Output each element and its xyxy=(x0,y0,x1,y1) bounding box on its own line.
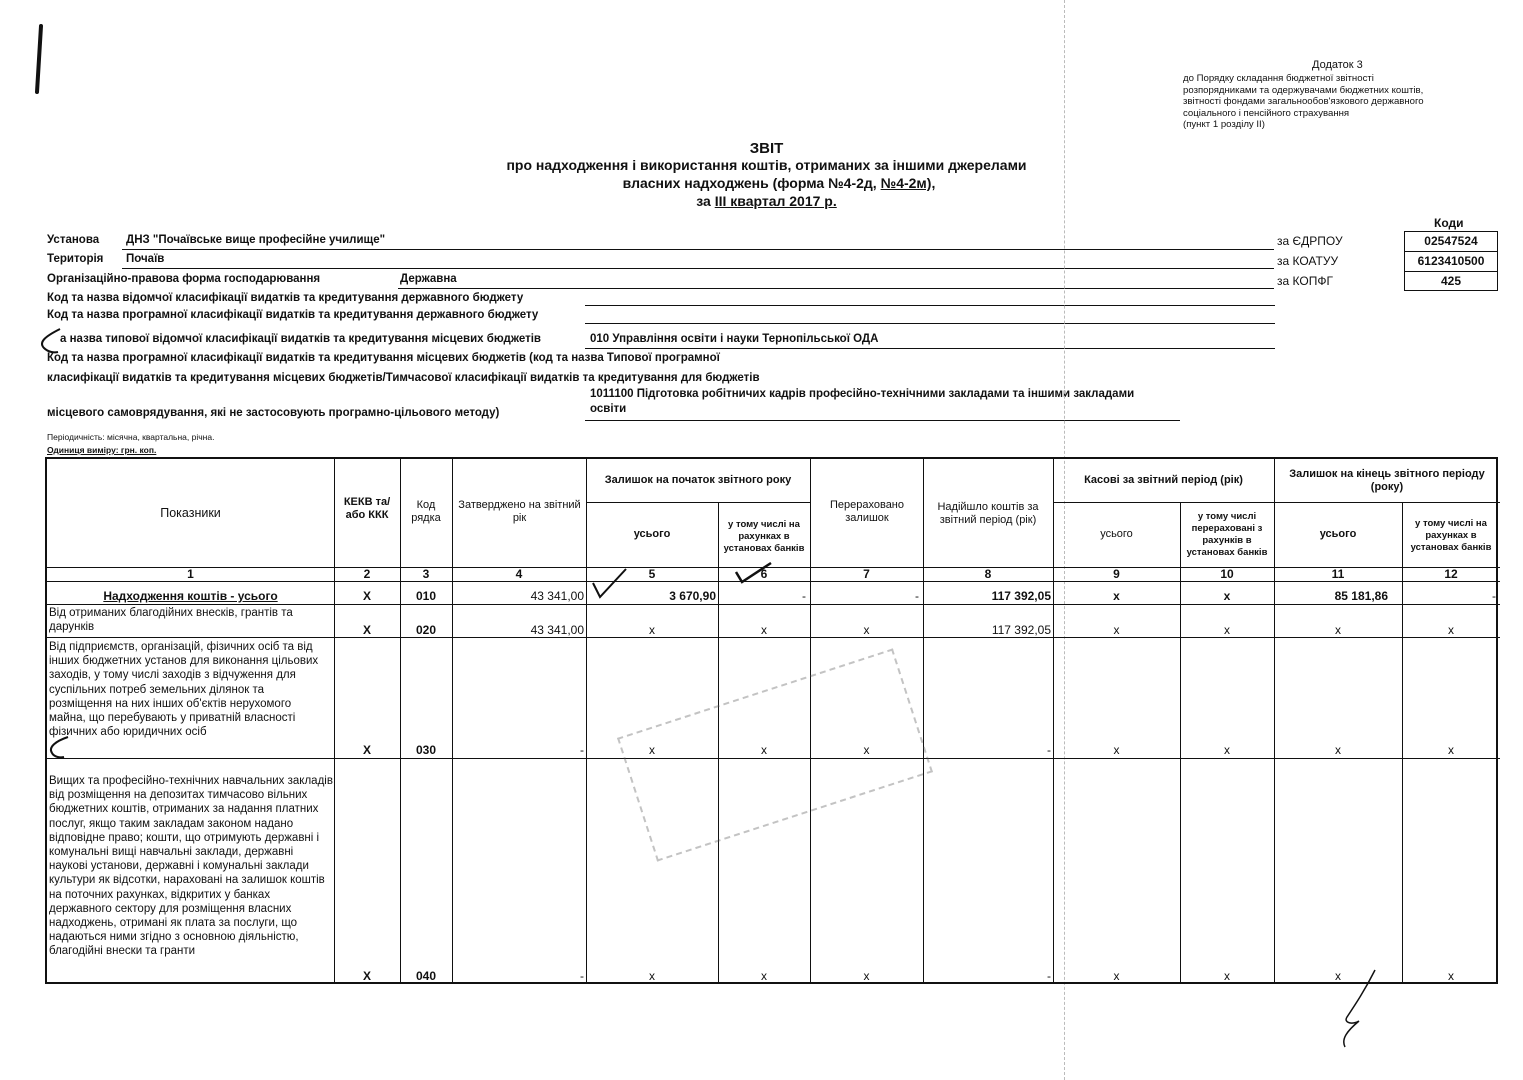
code-label-edrpou: за ЄДРПОУ xyxy=(1277,234,1343,248)
header-start-banks: у тому числі на рахунках в установах банків xyxy=(723,518,805,554)
row-010-end-banks: - xyxy=(1492,589,1496,603)
row-010-start-total: 3 670,90 xyxy=(669,589,716,603)
territory-underline xyxy=(122,268,1274,269)
code-value-koatuu: 6123410500 xyxy=(1405,252,1497,272)
row-040-transferred: x xyxy=(863,969,870,983)
row-divider xyxy=(47,604,1500,605)
row-030-transferred: x xyxy=(863,743,870,757)
row-010-code: 010 xyxy=(415,589,437,603)
institution-underline xyxy=(122,249,1274,250)
institution-label: Установа xyxy=(47,234,100,246)
local-prog-value-1: 1011100 Підготовка робітничих кадрів професійно-технічними закладами та іншими закладами xyxy=(590,388,1135,400)
header-row-code: Код рядка xyxy=(411,498,441,524)
row-030-received: - xyxy=(1047,743,1051,757)
code-label-koatuu: за КОАТУУ xyxy=(1277,254,1339,268)
org-form-value: Державна xyxy=(400,273,457,285)
code-label-kopfg: за КОПФГ xyxy=(1277,274,1333,288)
header-balance-start: Залишок на початок звітного року xyxy=(604,474,792,486)
row-010-kekv: X xyxy=(362,589,371,603)
row-020-start-total: x xyxy=(649,623,655,637)
dept-code-label: Код та назва відомчої класифікації видатків та кредитування державного бюджету xyxy=(47,292,524,304)
signature xyxy=(1325,965,1385,1055)
row-040-end-banks: x xyxy=(1448,969,1454,983)
col-divider xyxy=(923,459,924,982)
check-mark-icon xyxy=(590,565,630,601)
row-divider xyxy=(47,637,1500,638)
row-020-cash: x xyxy=(1113,623,1120,637)
col-number: 11 xyxy=(1331,567,1345,581)
col-divider xyxy=(334,459,335,982)
row-040-cash-transferred: x xyxy=(1224,969,1230,983)
appendix-title: Додаток 3 xyxy=(1312,59,1363,71)
row-040-start-banks: x xyxy=(761,969,767,983)
header-cash: Касові за звітний період (рік) xyxy=(1084,474,1243,486)
row-030-start-banks: x xyxy=(761,743,767,757)
row-040-cash: x xyxy=(1113,969,1120,983)
form-selected: №4-2м), xyxy=(880,175,936,191)
col-number: 2 xyxy=(363,567,371,581)
col-divider xyxy=(452,459,453,982)
col-number: 5 xyxy=(648,567,656,581)
row-010-cash: x xyxy=(1113,589,1120,603)
row-040-start-total: x xyxy=(649,969,655,983)
row-020-transferred: x xyxy=(863,623,870,637)
row-020-received: 117 392,05 xyxy=(991,623,1051,637)
row-010-end-total: 85 181,86 xyxy=(1334,589,1388,603)
local-prog-label-2: класифікації видатків та кредитування місцевих бюджетів/Тимчасової класифікації видатків та кредитування для бюджетів xyxy=(47,372,760,384)
header-start-total: усього xyxy=(633,528,671,540)
header-received: Надійшло коштів за звітний період (рік) xyxy=(937,501,1039,526)
row-020-start-banks: x xyxy=(761,623,767,637)
row-020-code: 020 xyxy=(415,623,437,637)
col-number: 4 xyxy=(515,567,523,581)
report-title: ЗВІТ xyxy=(749,140,784,157)
row-030-start-total: x xyxy=(649,743,655,757)
local-dept-value: 010 Управління освіти і науки Тернопільської ОДА xyxy=(590,333,879,345)
row-040-code: 040 xyxy=(415,969,437,983)
report-subtitle: про надходження і використання коштів, отриманих за іншими джерелами xyxy=(506,157,1027,173)
header-end-total: усього xyxy=(1319,528,1357,540)
row-040-received: - xyxy=(1047,969,1051,983)
row-010-transferred: - xyxy=(915,589,919,603)
row-030-cash: x xyxy=(1113,743,1120,757)
report-form-line xyxy=(0,175,1523,191)
territory-label: Територія xyxy=(47,253,104,265)
appendix-line: соціального і пенсійного страхування xyxy=(1183,107,1350,119)
header-balance-end: Залишок на кінець звітного періоду (року) xyxy=(1289,467,1485,493)
row-010-name: Надходження коштів - усього xyxy=(103,589,278,603)
row-020-approved: 43 341,00 xyxy=(530,623,584,637)
check-mark-icon xyxy=(42,733,72,763)
report-period: III квартал 2017 р. xyxy=(714,193,837,209)
row-030-approved: - xyxy=(580,743,584,757)
institution-value: ДНЗ "Почаївське вище професійне училище" xyxy=(126,234,386,246)
row-010-cash-transferred: x xyxy=(1223,589,1231,603)
row-020-name: Від отриманих благодійних внесків, грантів та дарунків xyxy=(49,607,293,634)
codes-title: Коди xyxy=(1434,216,1464,230)
col-number: 10 xyxy=(1220,567,1234,581)
org-form-label: Організаційно-правова форма господарювання xyxy=(47,273,321,285)
row-010-received: 117 392,05 xyxy=(991,589,1051,603)
row-030-name: Від підприємств, організацій, фізичних осіб та від інших бюджетних установ для виконання цільових заходів, у тому числі заходів з відчуження для суспільних потреб земельних ділянок та розміщення на них інших об'єктів нерухомого майна, що перебувають у приватній власності фізичних або юридичних осіб xyxy=(49,641,319,739)
header-cash-total: усього xyxy=(1100,528,1133,540)
row-040-approved: - xyxy=(580,969,584,983)
row-010-approved: 43 341,00 xyxy=(530,589,584,603)
check-mark-icon xyxy=(733,560,773,586)
row-040-name: Вищих та професійно-технічних навчальних закладів від розміщення на депозитах тимчасово вільних бюджетних коштів, отриманих за надання платних послуг, якщо таким закладам законом надано відповідне право; кошти, що отримують державні і комунальні вищі навчальні заклади, державні наукові установи, державні і комунальні заклади культури як відсотки, нараховані на залишок коштів на поточних рахунках, відкритих у банках державного сектору для розміщення власних надходжень, отримані як плата за послуги, що надаються ними згідно з основною діяльністю, благодійні внески та гранти xyxy=(49,775,333,958)
appendix-line: до Порядку складання бюджетної звітності xyxy=(1183,73,1374,84)
code-value-kopfg: 425 xyxy=(1440,274,1462,288)
appendix-line: розпорядниками та одержувачами бюджетних коштів, xyxy=(1183,84,1424,96)
local-prog-label-3: місцевого самоврядування, які не застосовують програмно-цільового методу) xyxy=(47,407,500,419)
row-020-kekv: X xyxy=(362,623,371,637)
col-number: 12 xyxy=(1444,567,1458,581)
form-prefix: власних надходжень (форма №4-2д, xyxy=(622,175,881,191)
prog-code-label: Код та назва програмної класифікації видатків та кредитування державного бюджету xyxy=(47,309,539,321)
col-number: 1 xyxy=(187,567,194,581)
report-period-line xyxy=(0,193,1523,209)
col-number: 7 xyxy=(863,567,870,581)
row-020-cash-transferred: x xyxy=(1224,623,1230,637)
periodicity: Періодичність: місячна, квартальна, річна. xyxy=(47,432,215,442)
header-transferred: Перераховано залишок xyxy=(829,498,905,524)
header-kekv: КЕКВ та/або ККК xyxy=(343,496,391,521)
dept-code-underline xyxy=(585,305,1275,306)
row-030-code: 030 xyxy=(415,743,437,757)
appendix-line: звітності фондами загальнообов'язкового державного xyxy=(1183,96,1424,107)
col-number: 3 xyxy=(422,567,430,581)
row-010-start-banks: - xyxy=(802,589,806,603)
row-020-end-total: x xyxy=(1335,623,1341,637)
local-prog-underline xyxy=(585,420,1180,421)
col-divider xyxy=(400,459,401,982)
row-040-end-total: x xyxy=(1335,969,1341,983)
local-dept-underline xyxy=(585,348,1275,349)
codes-box xyxy=(1404,231,1498,291)
col-number: 9 xyxy=(1113,567,1120,581)
unit-of-measure: Одиниця виміру: грн. коп. xyxy=(47,445,157,455)
header-approved: Затверджено на звітний рік xyxy=(458,498,581,524)
row-040-kekv: X xyxy=(362,969,371,983)
row-030-kekv: X xyxy=(362,743,371,757)
period-prefix: за xyxy=(696,193,715,209)
prog-code-underline xyxy=(585,323,1275,324)
appendix-line: (пункт 1 розділу II) xyxy=(1183,119,1265,130)
row-020-end-banks: x xyxy=(1448,623,1454,637)
local-prog-label-1: Код та назва програмної класифікації видатків та кредитування місцевих бюджетів (код та назва Типової програмної xyxy=(47,352,720,364)
header-cash-transferred: у тому числі перераховані з рахунків в установах банків xyxy=(1186,511,1268,558)
territory-value: Почаїв xyxy=(126,253,165,265)
col-number: 8 xyxy=(984,567,992,581)
row-030-end-banks: x xyxy=(1448,743,1454,757)
appendix-text xyxy=(1183,73,1424,131)
code-value-edrpou: 02547524 xyxy=(1405,232,1497,252)
col-number: 6 xyxy=(760,567,768,581)
handwritten-mark xyxy=(25,22,55,96)
local-prog-value-2: освіти xyxy=(590,403,627,415)
row-030-cash-transferred: x xyxy=(1224,743,1230,757)
row-divider xyxy=(47,581,1500,582)
header-end-banks: у тому числі на рахунках в установах банків xyxy=(1410,518,1492,553)
local-dept-label: а назва типової відомчої класифікації видатків та кредитування місцевих бюджетів xyxy=(60,333,541,345)
org-form-underline xyxy=(398,288,1274,289)
header-indicators: Показники xyxy=(160,505,221,520)
row-030-end-total: x xyxy=(1335,743,1341,757)
